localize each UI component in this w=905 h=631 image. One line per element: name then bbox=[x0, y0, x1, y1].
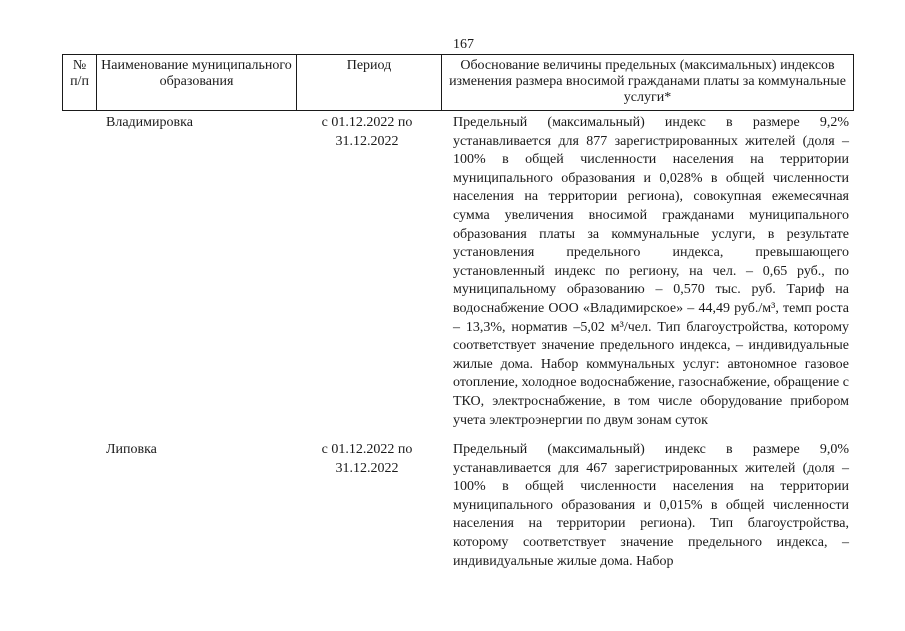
header-number: № п/п bbox=[63, 55, 97, 111]
row-2-justification: Предельный (максимальный) индекс в размере 9,0% устанавливается для 467 зарегистрированных жителей (доля – 100% в общей численности населения на территории муниципального образования и 0,015% в общей численности населения на территории региона). Тип благоустройства, которому соответствует значение предельного индекса, – индивидуальные жилые дома. Набор bbox=[453, 442, 849, 569]
header-period: Период bbox=[297, 55, 442, 111]
row-2-period: с 01.12.2022 по 31.12.2022 bbox=[321, 442, 413, 476]
page-number: 167 bbox=[453, 37, 474, 52]
header-justification: Обоснование величины предельных (максимальных) индексов изменения размера вносимой гражданами платы за коммунальные услуги* bbox=[442, 55, 854, 111]
row-1-justification: Предельный (максимальный) индекс в размере 9,2% устанавливается для 877 зарегистрированных жителей (доля – 100% в общей численности населения на территории муниципального образования и 0,028% в общей численности населения на территории региона), совокупная ежемесячная сумма увеличения вносимой гражданами муниципального образования платы за коммунальные услуги, в результате установления предельного индекса, превышающего установленный индекс по региону, на чел. – 0,65 руб., по муниципальному образованию – 0,570 тыс. руб. Тариф на водоснабжение ООО «Владимирское» – 44,49 руб./м³, темп роста – 13,3%, норматив –5,02 м³/чел. Тип благоустройства, которому соответствует значение предельного индекса, – индивидуальные жилые дома. Набор коммунальных услуг: автономное газовое отопление, холодное водоснабжение, газоснабжение, обращение с ТКО, электроснабжение, в том числе оборудование прибором учета электроэнергии по двум зонам суток bbox=[453, 115, 849, 428]
row-2-municipality: Липовка bbox=[106, 442, 157, 457]
row-1-municipality: Владимировка bbox=[106, 115, 193, 130]
row-1-period: с 01.12.2022 по 31.12.2022 bbox=[321, 115, 413, 149]
header-municipality: Наименование муниципального образования bbox=[97, 55, 297, 111]
header-row bbox=[63, 55, 854, 111]
table-header bbox=[62, 54, 854, 111]
